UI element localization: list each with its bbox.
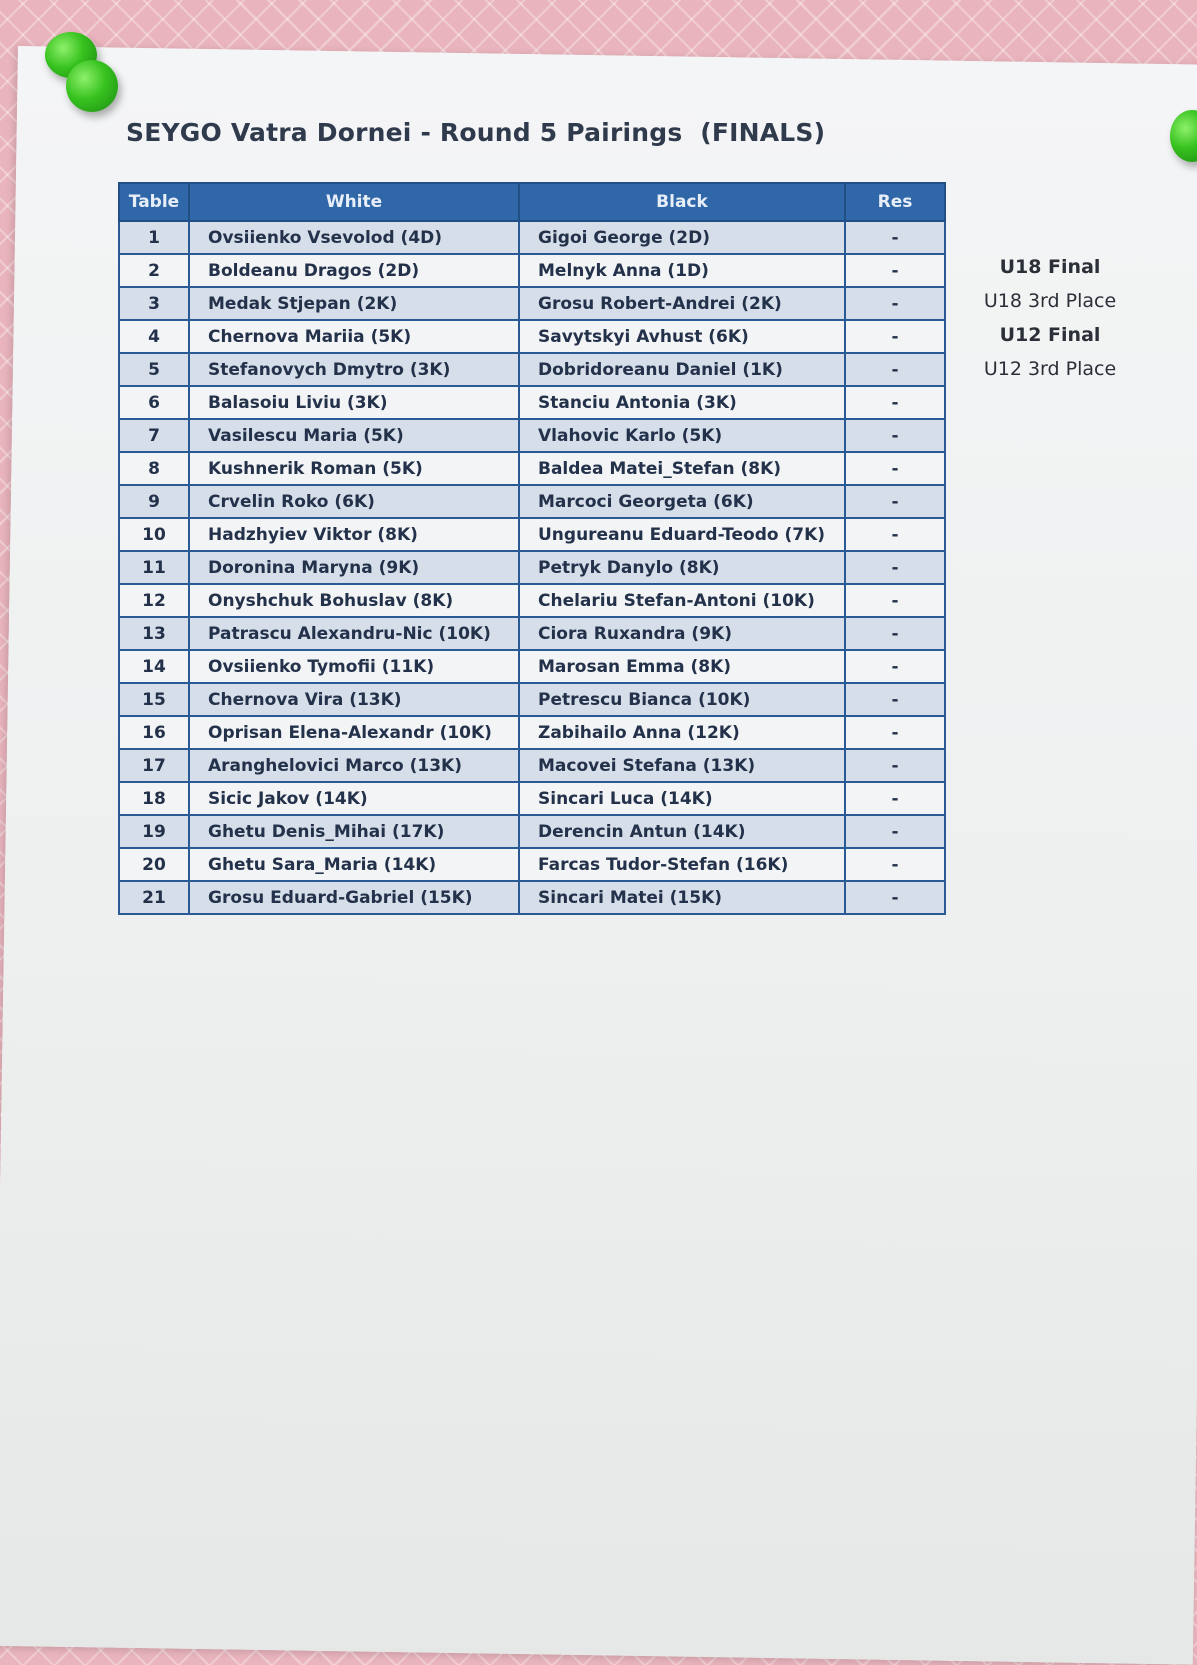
black-player: Baldea Matei_Stefan (8K) [519,452,845,485]
header-white: White [189,183,519,221]
table-number: 9 [119,485,189,518]
table-row [119,452,945,485]
table-row [119,254,945,287]
table-row [119,848,945,881]
black-player: Grosu Robert-Andrei (2K) [519,287,845,320]
white-player: Ovsiienko Vsevolod (4D) [189,221,519,254]
black-player: Stanciu Antonia (3K) [519,386,845,419]
table-row [119,716,945,749]
white-player: Balasoiu Liviu (3K) [189,386,519,419]
white-player: Sicic Jakov (14K) [189,782,519,815]
black-player: Melnyk Anna (1D) [519,254,845,287]
table-row [119,881,945,914]
black-player: Gigoi George (2D) [519,221,845,254]
black-player: Ciora Ruxandra (9K) [519,617,845,650]
table-number: 8 [119,452,189,485]
white-player: Ghetu Sara_Maria (14K) [189,848,519,881]
finals-label: U18 Final [999,256,1101,278]
white-player: Chernova Vira (13K) [189,683,519,716]
table-number: 14 [119,650,189,683]
result: - [845,815,945,848]
result: - [845,782,945,815]
black-player: Petryk Danylo (8K) [519,551,845,584]
white-player: Aranghelovici Marco (13K) [189,749,519,782]
table-row [119,749,945,782]
black-player: Farcas Tudor-Stefan (16K) [519,848,845,881]
black-player: Chelariu Stefan-Antoni (10K) [519,584,845,617]
table-row [119,617,945,650]
result: - [845,551,945,584]
white-player: Boldeanu Dragos (2D) [189,254,519,287]
black-player: Macovei Stefana (13K) [519,749,845,782]
black-player: Marcoci Georgeta (6K) [519,485,845,518]
table-row [119,221,945,254]
white-player: Doronina Maryna (9K) [189,551,519,584]
header-row [119,183,945,221]
white-player: Chernova Mariia (5K) [189,320,519,353]
table-row [119,386,945,419]
white-player: Stefanovych Dmytro (3K) [189,353,519,386]
table-row [119,584,945,617]
black-player: Derencin Antun (14K) [519,815,845,848]
result: - [845,650,945,683]
white-player: Onyshchuk Bohuslav (8K) [189,584,519,617]
table-number: 21 [119,881,189,914]
table-number: 5 [119,353,189,386]
table-number: 1 [119,221,189,254]
table-number: 6 [119,386,189,419]
white-player: Patrascu Alexandru-Nic (10K) [189,617,519,650]
table-row [119,287,945,320]
black-player: Sincari Luca (14K) [519,782,845,815]
table-number: 13 [119,617,189,650]
result: - [845,749,945,782]
table-number: 11 [119,551,189,584]
white-player: Medak Stjepan (2K) [189,287,519,320]
white-player: Ghetu Denis_Mihai (17K) [189,815,519,848]
table-row [119,353,945,386]
result: - [845,584,945,617]
result: - [845,419,945,452]
black-player: Dobridoreanu Daniel (1K) [519,353,845,386]
table-row [119,419,945,452]
table-row [119,485,945,518]
page-title: SEYGO Vatra Dornei - Round 5 Pairings (FINALS) [126,118,826,147]
table-row [119,551,945,584]
table-number: 2 [119,254,189,287]
table-number: 16 [119,716,189,749]
result: - [845,881,945,914]
black-player: Vlahovic Karlo (5K) [519,419,845,452]
white-player: Ovsiienko Tymofii (11K) [189,650,519,683]
black-player: Sincari Matei (15K) [519,881,845,914]
table-number: 17 [119,749,189,782]
black-player: Ungureanu Eduard-Teodo (7K) [519,518,845,551]
result: - [845,683,945,716]
black-player: Petrescu Bianca (10K) [519,683,845,716]
table-number: 15 [119,683,189,716]
table-row [119,320,945,353]
table-number: 18 [119,782,189,815]
result: - [845,452,945,485]
finals-label: U18 3rd Place [983,290,1117,312]
finals-label: U12 3rd Place [983,358,1117,380]
result: - [845,848,945,881]
pairings-table [118,182,946,915]
result: - [845,320,945,353]
result: - [845,716,945,749]
white-player: Kushnerik Roman (5K) [189,452,519,485]
result: - [845,221,945,254]
table-number: 4 [119,320,189,353]
black-player: Marosan Emma (8K) [519,650,845,683]
result: - [845,485,945,518]
table-row [119,683,945,716]
header-res: Res [845,183,945,221]
table-row [119,518,945,551]
result: - [845,353,945,386]
table-row [119,782,945,815]
table-number: 19 [119,815,189,848]
table-number: 10 [119,518,189,551]
result: - [845,254,945,287]
table-number: 12 [119,584,189,617]
black-player: Savytskyi Avhust (6K) [519,320,845,353]
white-player: Hadzhyiev Viktor (8K) [189,518,519,551]
push-pin-icon [66,60,118,112]
result: - [845,518,945,551]
white-player: Oprisan Elena-Alexandr (10K) [189,716,519,749]
result: - [845,287,945,320]
white-player: Grosu Eduard-Gabriel (15K) [189,881,519,914]
black-player: Zabihailo Anna (12K) [519,716,845,749]
finals-label: U12 Final [999,324,1101,346]
white-player: Vasilescu Maria (5K) [189,419,519,452]
finals-legend [975,250,1125,386]
table-number: 20 [119,848,189,881]
result: - [845,617,945,650]
result: - [845,386,945,419]
table-number: 3 [119,287,189,320]
table-number: 7 [119,419,189,452]
header-black: Black [519,183,845,221]
table-row [119,650,945,683]
table-row [119,815,945,848]
white-player: Crvelin Roko (6K) [189,485,519,518]
header-table: Table [119,183,189,221]
